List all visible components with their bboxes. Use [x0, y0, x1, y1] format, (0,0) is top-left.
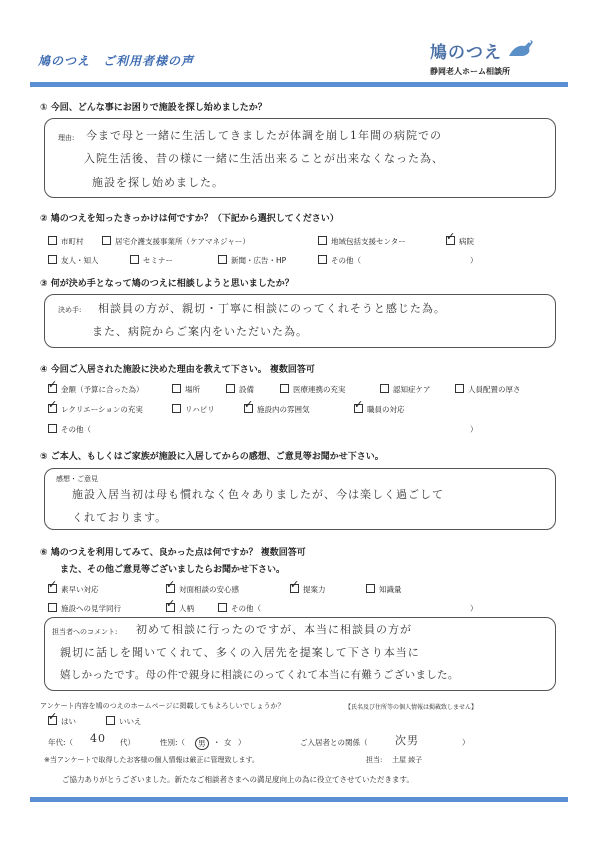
q3-line-2: また、病院からご案内をいただいた為。 [92, 325, 308, 338]
q5-question: ⑤ ご本人、もしくはご家族が施設に入居してからの感想、ご意見等お聞かせ下さい。 [40, 452, 384, 462]
q1-line-1: 今まで母と一緒に生活してきましたが体調を崩し1年間の病院での [86, 129, 442, 142]
staff-label: 担当: [366, 756, 383, 764]
checkbox-icon [48, 424, 57, 433]
q6-line-2: 親切に話しを聞いてくれて、多くの入居先を提案して下さり本当に [60, 646, 420, 659]
q6-label: 担当者へのコメント: [52, 628, 118, 636]
checkbox-icon [102, 236, 111, 245]
q6-other-close: ） [470, 604, 478, 613]
q5-line-2: くれております。 [72, 511, 168, 524]
checkbox-icon [48, 603, 57, 612]
age-value: 40 [90, 732, 106, 745]
checkbox-checked-icon [166, 603, 175, 612]
privacy-note: ※当アンケートで取得したお客様の個人情報は厳正に管理致します。 [44, 756, 259, 764]
q2-option-center[interactable]: 地域包括支援センター [318, 236, 406, 247]
sex-label: 性別:（ [160, 738, 186, 747]
pigeon-logo-icon [505, 36, 537, 60]
age-suffix: 代） [120, 738, 135, 747]
q6-question-2: また、その他ご意見等ございましたらお聞かせ下さい。 [60, 565, 286, 575]
q6-option-speed[interactable]: ✓素早い対応 [48, 584, 99, 595]
bottom-divider [30, 797, 568, 802]
consent-note: 【氏名及び住所等の個人情報は掲載致しません】 [345, 704, 478, 711]
q6-option-personality[interactable]: ✓ 人柄 [166, 603, 194, 614]
q6-option-tour[interactable]: 施設への見学同行 [48, 603, 121, 614]
checkbox-checked-icon [166, 584, 175, 593]
checkbox-checked-icon [354, 404, 363, 413]
checkbox-icon [366, 584, 375, 593]
checkbox-checked-icon [48, 404, 57, 413]
q2-option-hospital[interactable]: ✓ 病院 [446, 236, 474, 247]
q6-option-proposal[interactable]: ✓ 提案力 [290, 584, 326, 595]
checkbox-icon [218, 603, 227, 612]
checkbox-checked-icon [244, 404, 253, 413]
age-label: 年代:（ [48, 738, 74, 747]
q4-option-price[interactable]: ✓金額（予算に合った為） [48, 384, 144, 395]
checkbox-icon [380, 384, 389, 393]
q4-option-dementia[interactable]: 認知症ケア [380, 384, 431, 395]
sex-close: ） [238, 738, 246, 747]
checkbox-checked-icon [48, 716, 57, 725]
top-divider [30, 82, 568, 87]
header-title: 鳩のつえ ご利用者様の声 [38, 54, 195, 68]
q4-question: ④ 今回ご入居された施設に決めた理由を教えて下さい。 複数回答可 [40, 365, 315, 375]
q1-line-3: 施設を探し始めました。 [92, 176, 224, 189]
relation-label: ご入居者との関係（ [300, 738, 368, 747]
consent-yes[interactable]: ✓はい [48, 716, 76, 727]
checkbox-icon [318, 255, 327, 264]
q2-other-close: ） [470, 256, 478, 265]
q4-option-medical[interactable]: 医療連携の充実 [280, 384, 346, 395]
checkbox-icon [218, 255, 227, 264]
q4-option-other[interactable]: その他（ [48, 424, 91, 435]
checkbox-checked-icon [48, 384, 57, 393]
q5-line-1: 施設入居当初は母も慣れなく色々ありましたが、今は楽しく過ごして [72, 488, 444, 501]
checkbox-icon [48, 236, 57, 245]
q5-label: 感想・ご意見 [56, 475, 98, 483]
q1-question: ① 今回、どんな事にお困りで施設を探し始めましたか？ [40, 103, 267, 113]
checkbox-icon [318, 236, 327, 245]
q6-option-facetoface[interactable]: ✓ 対面相談の安心感 [166, 584, 239, 595]
q6-option-other[interactable]: その他（ [218, 603, 261, 614]
checkbox-checked-icon [48, 584, 57, 593]
q1-label: 理由: [58, 134, 75, 142]
checkbox-icon [48, 255, 57, 264]
q4-option-staffing[interactable]: 人員配置の厚さ [455, 384, 521, 395]
relation-value: 次男 [395, 734, 419, 747]
q2-option-city[interactable]: 市町村 [48, 236, 84, 247]
relation-close: ） [462, 738, 470, 747]
q3-label: 決め手: [58, 306, 82, 314]
checkbox-icon [280, 384, 289, 393]
logo-name: 鳩のつえ [430, 43, 502, 63]
sex-female[interactable]: 女 [224, 738, 232, 747]
staff-name: 土屋 綾子 [392, 756, 423, 764]
q2-option-ad[interactable]: 新聞・広告・HP [218, 255, 286, 266]
checkbox-icon [455, 384, 464, 393]
q3-line-1: 相談員の方が、親切・丁寧に相談にのってくれそうと感じた為。 [98, 302, 446, 315]
q3-question: ③ 何が決め手となって鳩のつえに相談しようと思いましたか？ [40, 279, 294, 289]
consent-question: アンケート内容を鳩のつえのホームページに掲載してもよろしいでしょうか？ [40, 702, 285, 710]
thanks-message: ご協力ありがとうございました。新たなご相談者さまへの満足度向上の為に役立てさせていただきます。 [62, 775, 414, 784]
q2-option-other[interactable]: その他（ [318, 255, 361, 266]
checkbox-icon [172, 384, 181, 393]
q4-option-rehab[interactable]: リハビリ [172, 404, 215, 415]
q2-question: ② 鳩のつえを知ったきっかけは何ですか？（下記から選択してください） [40, 214, 339, 224]
q4-option-location[interactable]: 場所 [172, 384, 200, 395]
q4-option-atmosphere[interactable]: ✓ 施設内の雰囲気 [244, 404, 310, 415]
q4-option-recreation[interactable]: ✓レクリエーションの充実 [48, 404, 143, 415]
checkbox-icon [106, 716, 115, 725]
checkbox-checked-icon [290, 584, 299, 593]
q2-option-friend[interactable]: 友人・知人 [48, 255, 99, 266]
q6-line-3: 嬉しかったです。母の件で親身に相談にのってくれて本当に有難うございました。 [60, 669, 459, 681]
q4-option-staff[interactable]: ✓ 職員の対応 [354, 404, 405, 415]
checkbox-icon [172, 404, 181, 413]
q1-line-2: 入院生活後、昔の様に一緒に生活出来ることが出来なくなった為、 [84, 152, 444, 165]
q6-option-knowledge[interactable]: 知識量 [366, 584, 402, 595]
sex-male-selected[interactable]: 男 [195, 737, 209, 750]
checkbox-checked-icon [446, 236, 455, 245]
q6-line-1: 初めて相談に行ったのですが、本当に相談員の方が [136, 623, 412, 636]
q6-question: ⑥ 鳩のつえを利用してみて、良かった点は何ですか？ 複数回答可 [40, 548, 306, 558]
q2-option-caremanager[interactable]: 居宅介護支援事業所（ケアマネジャー） [102, 236, 250, 247]
checkbox-icon [130, 255, 139, 264]
q4-other-close: ） [470, 425, 478, 434]
logo-subtitle: 静岡老人ホーム相談所 [430, 67, 510, 76]
sex-sep: ・ [213, 738, 221, 747]
consent-no[interactable]: いいえ [106, 716, 142, 727]
checkbox-icon [226, 384, 235, 393]
q2-option-seminar[interactable]: セミナー [130, 255, 173, 266]
q4-option-facility[interactable]: 設備 [226, 384, 254, 395]
